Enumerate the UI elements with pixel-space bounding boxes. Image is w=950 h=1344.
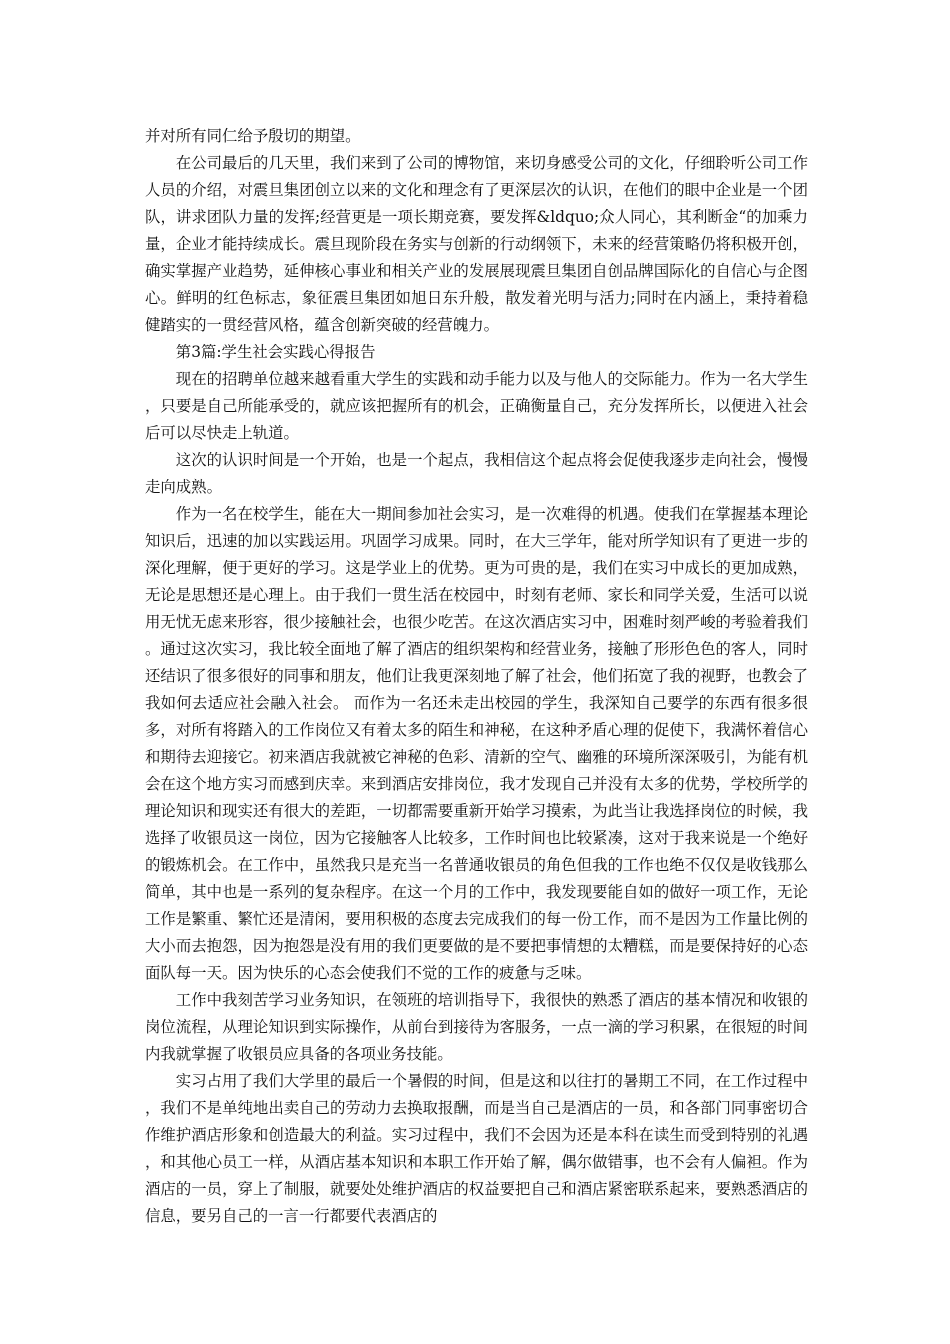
paragraph-3: 现在的招聘单位越来越看重大学生的实践和动手能力以及与他人的交际能力。作为一名大学生，只要是自己所能承受的，就应该把握所有的机会，正确衡量自己，充分发挥所长，以便进入社会后可以尽快走上轨道。 (145, 370, 808, 442)
paragraph-6: 工作中我刻苦学习业务知识，在领班的培训指导下，我很快的熟悉了酒店的基本情况和收银的岗位流程，从理论知识到实际操作，从前台到接待为客服务，一点一滴的学习积累，在很短的时间内我就掌握了收银员应具备的各项业务技能。 (145, 991, 808, 1063)
paragraph-4: 这次的认识时间是一个开始，也是一个起点，我相信这个起点将会促使我逐步走向社会，慢慢走向成熟。 (145, 451, 808, 496)
paragraph-7: 实习占用了我们大学里的最后一个暑假的时间，但是这和以往打的暑期工不同，在工作过程中，我们不是单纯地出卖自己的劳动力去换取报酬，而是当自己是酒店的一员，和各部门同事密切合作维护酒店形象和创造最大的利益。实习过程中，我们不会因为还是本科在读生而受到特别的礼遇，和其他心员工一样，从酒店基本知识和本职工作开始了解，偶尔做错事，也不会有人偏袒。作为酒店的一员，穿上了制服，就要处处维护酒店的权益要把自己和酒店紧密联系起来，要熟悉酒店的信息，要另自己的一言一行都要代表酒店的 (145, 1072, 808, 1225)
paragraph-5: 作为一名在校学生，能在大一期间参加社会实习，是一次难得的机遇。使我们在掌握基本理论知识后，迅速的加以实践运用。巩固学习成果。同时，在大三学年，能对所学知识有了更进一步的深化理解，便于更好的学习。这是学业上的优势。更为可贵的是，我们在实习中成长的更加成熟，无论是思想还是心理上。由于我们一贯生活在校园中，时刻有老师、家长和同学关爱，生活可以说用无忧无虑来形容，很少接触社会，也很少吃苦。在这次酒店实习中，困难时刻严峻的考验着我们。通过这次实习，我比较全面地了解了酒店的组织架构和经营业务，接触了形形色色的客人，同时还结识了很多很好的同事和朋友，他们让我更深刻地了解了社会，他们拓宽了我的视野，也教会了我如何去适应社会融入社会。 而作为一名还未走出校园的学生，我深知自己要学的东西有很多很多，对所有将踏入的工作岗位又有着太多的陌生和神秘，在这种矛盾心理的促使下，我满怀着信心和期待去迎接它。初来酒店我就被它神秘的色彩、清新的空气、幽雅的环境所深深吸引，为能有机会在这个地方实习而感到庆幸。来到酒店安排岗位，我才发现自己并没有太多的优势，学校所学的理论知识和现实还有很大的差距，一切都需要重新开始学习摸索，为此当让我选择岗位的时候，我选择了收银员这一岗位，因为它接触客人比较多，工作时间也比较紧凑，这对于我来说是一个绝好的锻炼机会。在工作中，虽然我只是充当一名普通收银员的角色但我的工作也绝不仅仅是收钱那么简单，其中也是一系列的复杂程序。在这一个月的工作中，我发现要能自如的做好一项工作，无论工作是繁重、繁忙还是清闲，要用积极的态度去完成我们的每一份工作，而不是因为工作量比例的大小而去抱怨，因为抱怨是没有用的我们更要做的是不要把事情想的太糟糕，而是要保持好的心态面队每一天。因为快乐的心态会使我们不觉的工作的疲惫与乏味。 (145, 505, 808, 982)
paragraph-2: 在公司最后的几天里，我们来到了公司的博物馆，来切身感受公司的文化，仔细聆听公司工作人员的介绍，对震旦集团创立以来的文化和理念有了更深层次的认识，在他们的眼中企业是一个团队，讲求团队力量的发挥;经营更是一项长期竞赛，要发挥&ldquo;众人同心，其利断金“的加乘力量，企业才能持续成长。震旦现阶段在务实与创新的行动纲领下，未来的经营策略仍将积极开创，确实掌握产业趋势，延伸核心事业和相关产业的发展展现震旦集团自创品牌国际化的自信心与企图心。鲜明的红色标志，象征震旦集团如旭日东升般，散发着光明与活力;同时在内涵上，秉持着稳健踏实的一贯经营风格，蕴含创新突破的经营魄力。 (145, 154, 808, 334)
paragraph-1: 并对所有同仁给予殷切的期望。 (145, 127, 361, 145)
section-heading: 第3篇:学生社会实践心得报告 (175, 343, 376, 361)
document-body (145, 123, 808, 1230)
